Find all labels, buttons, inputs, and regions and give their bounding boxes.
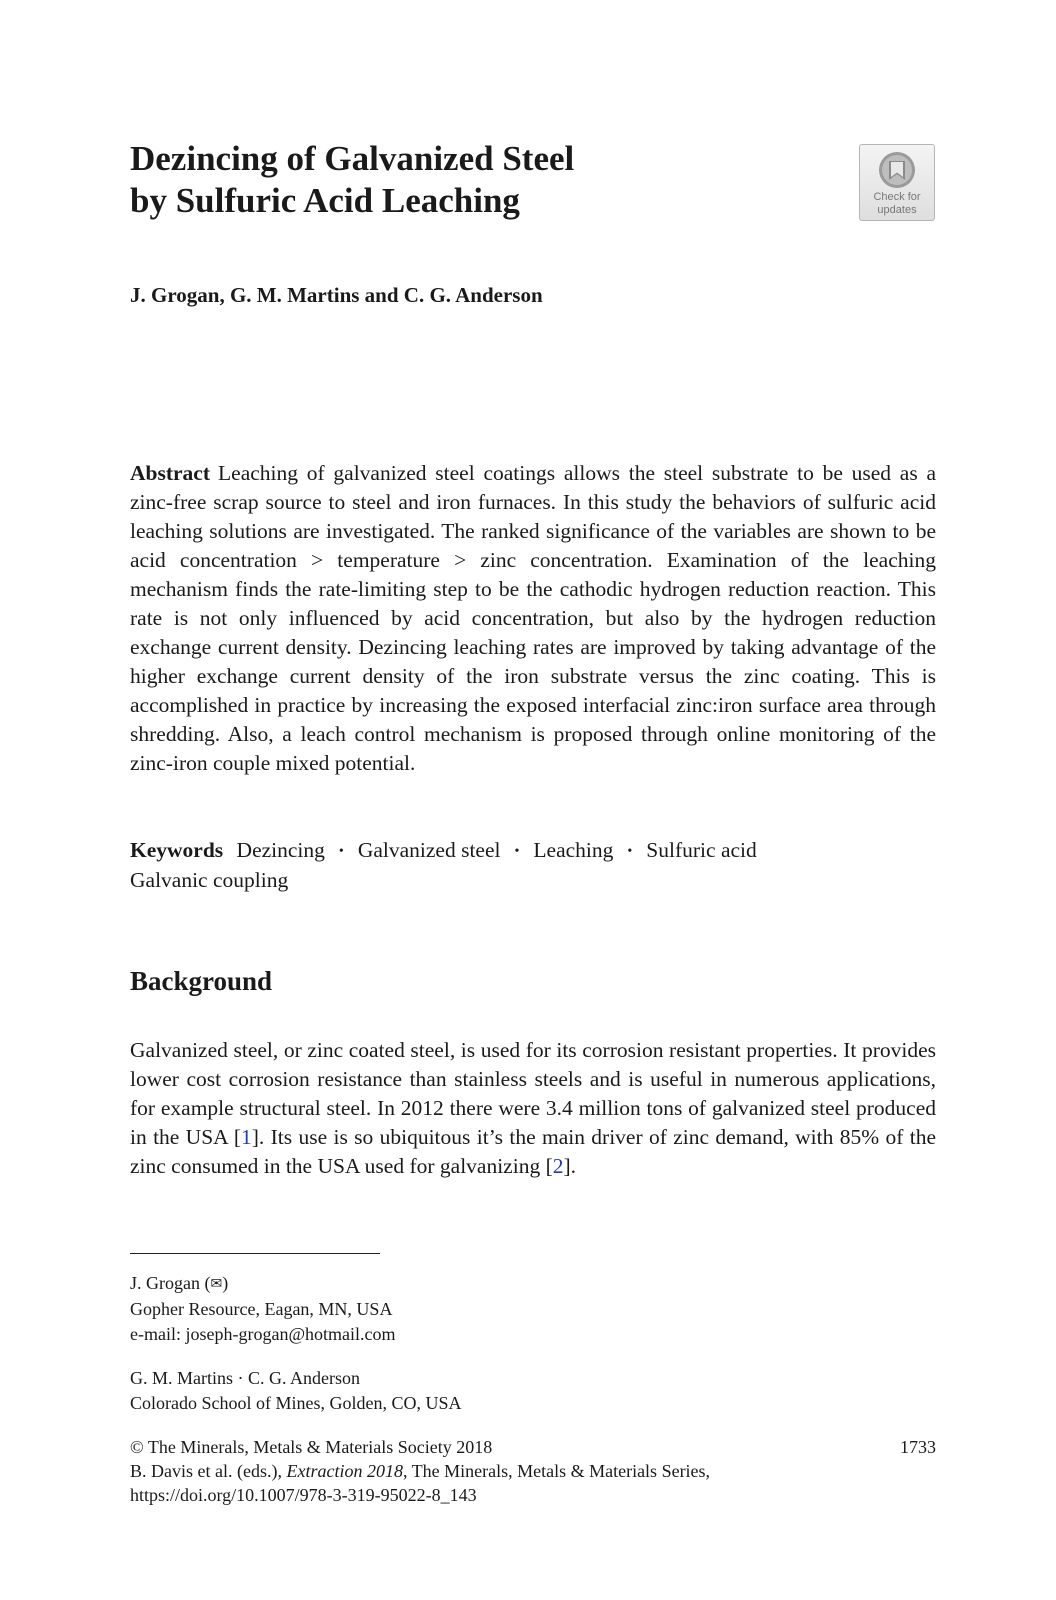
author-names: G. M. Martins · C. G. Anderson <box>130 1368 360 1388</box>
citation-link[interactable]: 1 <box>241 1125 252 1149</box>
author-list: J. Grogan, G. M. Martins and C. G. Anderson <box>130 283 543 307</box>
keyword-item: Galvanic coupling <box>130 868 289 892</box>
keyword-separator: • <box>338 844 344 859</box>
keyword-item: Galvanized steel <box>357 838 501 862</box>
section-heading: Background <box>130 966 273 996</box>
keyword-item: Sulfuric acid <box>646 838 757 862</box>
keywords-label: Keywords <box>130 838 224 862</box>
author-name-end: ) <box>222 1273 229 1293</box>
page-number: 1733 <box>900 1437 936 1457</box>
keywords <box>130 836 936 895</box>
affiliation-org: Gopher Resource, Eagan, MN, USA <box>130 1299 393 1319</box>
envelope-icon: ✉ <box>210 1277 223 1292</box>
title-line-1: Dezincing of Galvanized Steel <box>130 139 575 178</box>
check-for-label: Check for <box>873 191 921 203</box>
book-title: Extraction 2018 <box>286 1461 403 1481</box>
paragraph-text: ]. <box>563 1154 577 1178</box>
keyword-item: Leaching <box>533 838 614 862</box>
keyword-separator: • <box>627 844 633 859</box>
editors-text: B. Davis et al. (eds.), <box>130 1461 287 1481</box>
citation-line <box>130 1459 936 1483</box>
title-line-2: by Sulfuric Acid Leaching <box>130 181 520 220</box>
keyword-item: Dezincing <box>236 838 325 862</box>
updates-label: updates <box>877 204 917 216</box>
affiliation-martins-anderson <box>130 1366 730 1416</box>
doi-link[interactable]: https://doi.org/10.1007/978-3-319-95022-8_143 <box>130 1485 477 1505</box>
paper-title <box>130 138 770 222</box>
author-email[interactable]: e-mail: joseph-grogan@hotmail.com <box>130 1324 396 1344</box>
citation-link[interactable]: 2 <box>552 1154 564 1178</box>
paragraph-text: ]. Its use is so ubiquitous it’s the main driver of zinc demand, with 85% of the zinc consumed in the USA used for galvanizing [ <box>130 1125 936 1178</box>
footnote-divider <box>130 1253 380 1254</box>
abstract <box>130 459 936 778</box>
keyword-separator: • <box>514 844 520 859</box>
series-text: , The Minerals, Metals & Materials Series, <box>402 1461 711 1481</box>
abstract-label: Abstract <box>130 461 211 485</box>
author-name-line <box>130 1271 730 1297</box>
check-for-updates-badge[interactable] <box>859 144 935 221</box>
abstract-text: Leaching of galvanized steel coatings allows the steel substrate to be used as a zinc-free scrap source to steel and iron furnaces. In this study the behaviors of sulfuric acid leaching solutions are investigated. The ranked significance of the variables are shown to be acid concentration > temperature > zinc concentration. Examination of the leaching mechanism finds the rate-limiting step to be the cathodic hydrogen reduction reaction. This rate is not only influenced by acid concentration, but also by the hydrogen reduction exchange current density. Dezincing leaching rates are improved by taking advantage of the higher exchange current density of the iron substrate versus the zinc coating. This is accomplished in practice by increasing the exposed interfacial zinc:iron surface area through shredding. Also, a leach control mechanism is proposed through online monitoring of the zinc-iron couple mixed potential. <box>130 461 936 775</box>
background-paragraph <box>130 1036 936 1181</box>
paragraph-text: Galvanized steel, or zinc coated steel, is used for its corrosion resistant properties. It provides lower cost corrosion resistance than stainless steels and is useful in numerous applications, for example structural steel. In 2012 there were 3.4 million tons of galvanized steel produced in the USA [ <box>130 1038 936 1149</box>
copyright-line: © The Minerals, Metals & Materials Society 2018 <box>130 1437 493 1457</box>
publication-info <box>130 1435 936 1507</box>
affiliation-org: Colorado School of Mines, Golden, CO, USA <box>130 1393 462 1413</box>
affiliation-grogan <box>130 1271 730 1347</box>
author-name: J. Grogan ( <box>130 1273 211 1293</box>
crossmark-icon <box>877 150 917 190</box>
